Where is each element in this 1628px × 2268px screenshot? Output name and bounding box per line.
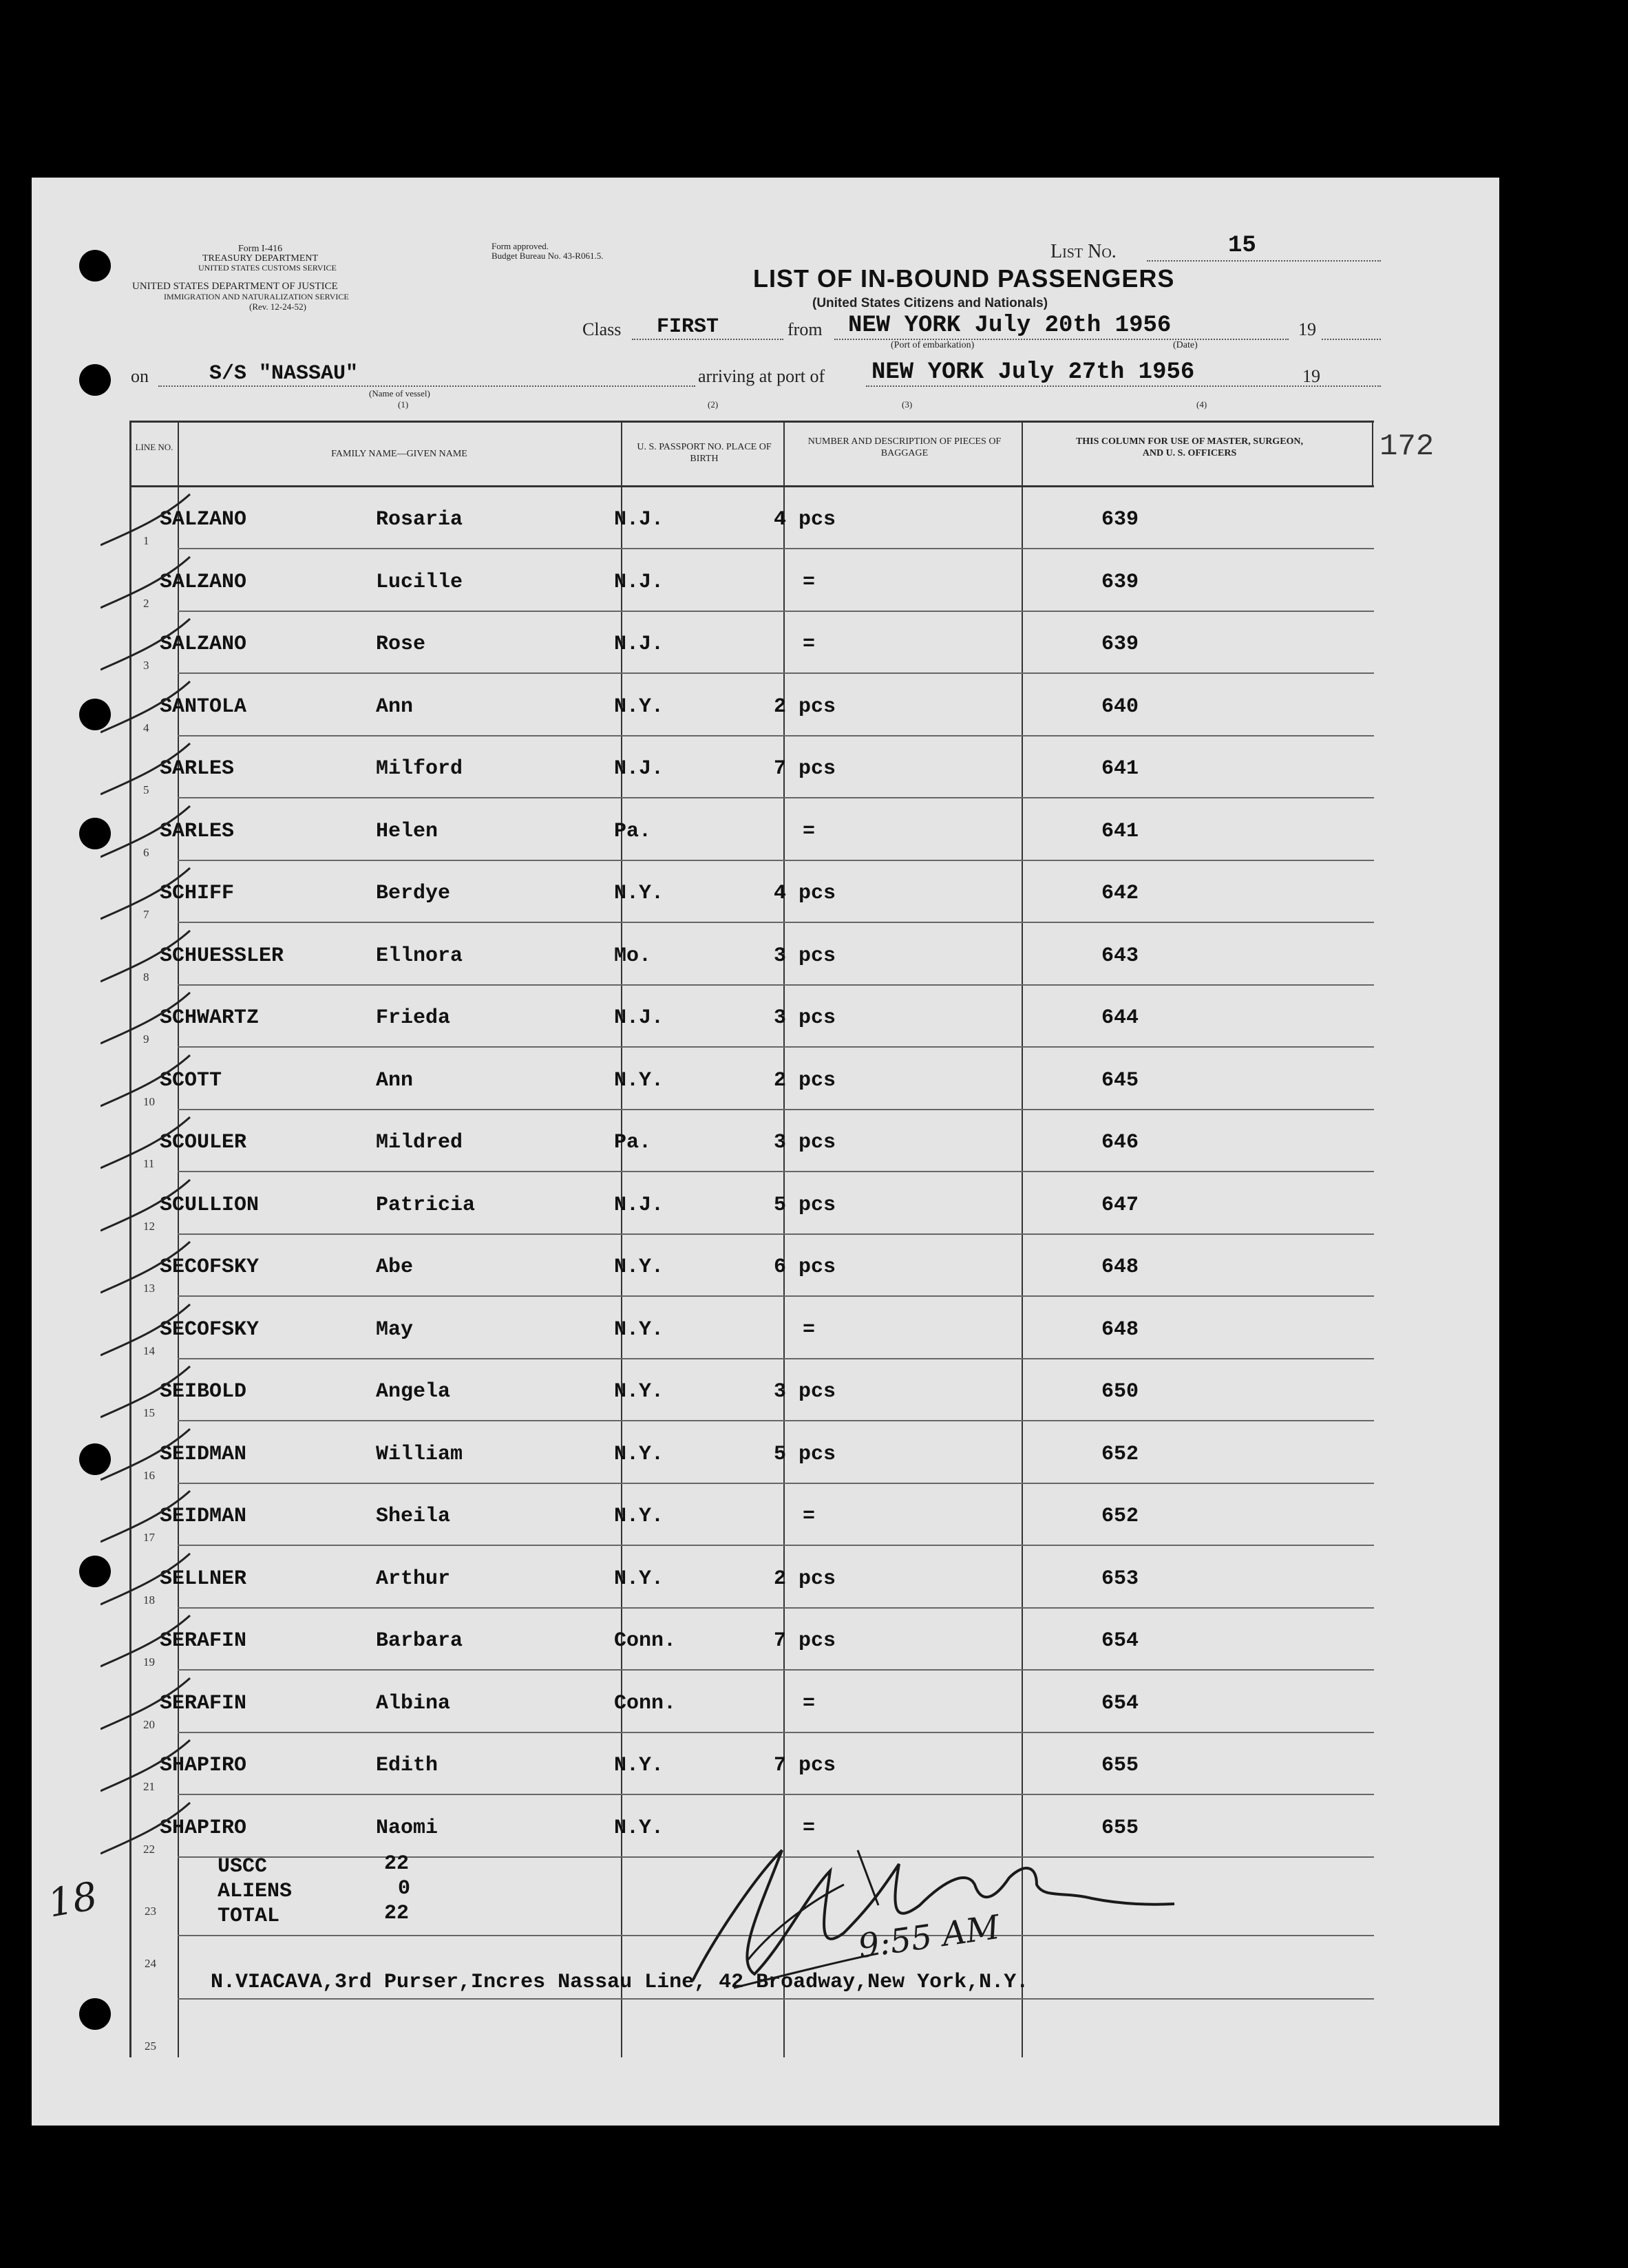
table-row [129,799,1374,861]
check-mark-icon [101,990,197,1052]
line-number: 18 [143,1593,155,1607]
binder-hole [79,1998,111,2030]
baggage: 3 pcs [774,944,836,968]
document-title: LIST OF IN-BOUND PASSENGERS [753,264,1175,293]
place-of-birth: N.Y. [614,1442,664,1466]
class-line [632,339,783,340]
manifest-sheet [32,178,1499,2126]
officer-number: 653 [1101,1567,1139,1591]
table-row [129,1173,1374,1235]
given-name: Helen [376,819,438,843]
line-number: 9 [143,1032,149,1046]
table-row [129,1484,1374,1546]
check-mark-icon [101,928,197,990]
officer-number: 648 [1101,1255,1139,1279]
class-value: FIRST [657,315,719,339]
place-of-birth: N.J. [614,508,664,531]
baggage: 2 pcs [774,1567,836,1591]
check-mark-icon [101,554,197,616]
officer-number: 640 [1101,695,1139,719]
family-name: SCULLION [160,1193,260,1217]
form-approved: Form approved. [491,241,549,251]
family-name: SCOTT [160,1068,222,1092]
baggage: 3 pcs [774,1006,836,1030]
officer-number: 655 [1101,1754,1139,1777]
given-name: Rose [376,633,426,656]
check-mark-icon [101,1239,197,1301]
officer-number: 641 [1101,757,1139,781]
family-name: SANTOLA [160,695,247,719]
line-number: 8 [143,970,149,984]
page-number: 172 [1379,430,1435,464]
officer-number: 644 [1101,1006,1139,1030]
from-label: from [787,319,823,339]
family-name: SEIDMAN [160,1505,247,1528]
officer-number: 642 [1101,882,1139,905]
uscc-value: 22 [384,1852,410,1876]
binder-hole [79,364,111,396]
check-mark-icon [101,616,197,678]
given-name: Berdye [376,882,451,905]
given-name: Rosaria [376,508,463,531]
check-mark-icon [101,741,197,803]
line-number: 16 [143,1468,155,1482]
family-name: SECOFSKY [160,1255,260,1279]
baggage: 7 pcs [774,1629,836,1653]
table-row [129,612,1374,674]
baggage: = [803,1691,816,1715]
vessel-name-label: (Name of vessel) [369,388,430,399]
department-of-justice: UNITED STATES DEPARTMENT OF JUSTICE [132,281,338,292]
purser-line: N.VIACAVA,3rd Purser,Incres Nassau Line, 42 Broadway,New York,N.Y. [211,1971,1029,1994]
given-name: Milford [376,757,463,781]
baggage: 7 pcs [774,757,836,781]
line-number: 12 [143,1219,155,1233]
family-name: SEIDMAN [160,1442,247,1466]
header-officers: THIS COLUMN FOR USE OF MASTER, SURGEON, AND U. S. OFFICERS [1075,436,1304,458]
aliens-label: ALIENS [218,1880,293,1903]
table-row [129,487,1374,549]
list-number-label: List No. [1050,241,1117,262]
signature-time: 9:55 AM [856,1907,1002,1967]
check-mark-icon [101,1364,197,1426]
line-number: 22 [143,1842,155,1856]
total-value: 22 [384,1902,410,1925]
officer-number: 647 [1101,1193,1139,1217]
line-number: 14 [143,1344,155,1357]
place-of-birth: N.Y. [614,695,664,719]
given-name: Abe [376,1255,414,1279]
baggage: 4 pcs [774,882,836,905]
table-row [129,1609,1374,1671]
officer-number: 648 [1101,1317,1139,1342]
line-number: 11 [143,1157,155,1170]
column-4-number: (4) [1196,399,1207,410]
baggage: 6 pcs [774,1255,836,1279]
place-of-birth: N.Y. [614,1816,664,1840]
family-name: SHAPIRO [160,1754,247,1777]
family-name: SEIBOLD [160,1380,247,1403]
port-embarkation-label: (Port of embarkation) [891,340,975,350]
given-name: Ann [376,695,414,719]
vessel-line [158,385,695,387]
given-name: Naomi [376,1816,438,1840]
check-mark-icon [101,1675,197,1737]
place-of-birth: N.Y. [614,1567,664,1591]
line-number: 2 [143,596,149,610]
binder-hole [79,1443,111,1475]
baggage: 3 pcs [774,1131,836,1154]
line-number: 5 [143,783,149,796]
line-number: 6 [143,845,149,859]
baggage: 7 pcs [774,1754,836,1777]
officer-number: 655 [1101,1816,1139,1840]
line-number: 17 [143,1531,155,1544]
place-of-birth: Conn. [614,1629,677,1653]
place-of-birth: Pa. [614,819,652,843]
header-line-no: LINE NO. [135,442,173,452]
place-of-birth: N.J. [614,757,664,781]
form-number: Form I-416 [238,244,283,254]
place-of-birth: Conn. [614,1691,677,1715]
totals-line-number: 23 [145,1905,156,1918]
check-mark-icon [101,1551,197,1613]
table-row [129,861,1374,923]
officer-number: 645 [1101,1068,1139,1092]
officer-number: 639 [1101,570,1139,594]
given-name: Frieda [376,1006,451,1030]
family-name: SECOFSKY [160,1317,260,1342]
list-number-value: 15 [1228,233,1256,259]
baggage: 5 pcs [774,1193,836,1217]
given-name: Albina [376,1691,451,1715]
family-name: SARLES [160,757,235,781]
given-name: Angela [376,1380,451,1403]
binder-hole [79,699,111,730]
document-subtitle: (United States Citizens and Nationals) [812,296,1048,310]
table-row [129,1110,1374,1172]
check-mark-icon [101,1488,197,1550]
aliens-value: 0 [398,1877,411,1900]
check-mark-icon [101,865,197,927]
given-name: William [376,1442,463,1466]
given-name: Patricia [376,1193,476,1217]
officer-number: 639 [1101,508,1139,531]
check-mark-icon [101,1426,197,1488]
table-row [129,1235,1374,1297]
table-row [129,550,1374,612]
on-label: on [131,366,149,386]
place-of-birth: N.Y. [614,1505,664,1528]
family-name: SCHIFF [160,882,235,905]
embarkation-value: NEW YORK July 20th 1956 [848,312,1172,339]
check-mark-icon [101,1302,197,1364]
column-3-number: (3) [902,399,913,410]
binder-hole [79,1556,111,1587]
total-label: TOTAL [218,1905,280,1928]
family-name: SCOULER [160,1131,247,1154]
baggage: 4 pcs [774,508,836,531]
table-row [129,1671,1374,1733]
baggage: = [803,1505,816,1528]
customs-service: UNITED STATES CUSTOMS SERVICE [198,263,337,273]
header-passport: U. S. PASSPORT NO. PLACE OF BIRTH [637,442,772,464]
family-name: SCHWARTZ [160,1006,260,1030]
family-name: SELLNER [160,1567,247,1591]
given-name: Barbara [376,1629,463,1653]
officer-number: 646 [1101,1131,1139,1154]
uscc-label: USCC [218,1855,268,1878]
line-24-number: 24 [145,1957,156,1970]
check-mark-icon [101,1114,197,1176]
baggage: = [803,633,816,656]
place-of-birth: N.Y. [614,1255,664,1279]
baggage: = [803,1816,816,1840]
baggage: 5 pcs [774,1442,836,1466]
check-mark-icon [101,803,197,865]
family-name: SALZANO [160,633,247,656]
given-name: Mildred [376,1131,463,1154]
check-mark-icon [101,1052,197,1114]
from-year-suffix: 19 [1298,319,1316,339]
place-of-birth: N.J. [614,1006,664,1030]
list-number-line [1147,260,1381,262]
line-number: 13 [143,1282,155,1295]
header-name: FAMILY NAME—GIVEN NAME [331,449,467,459]
line-number: 10 [143,1094,155,1108]
given-name: May [376,1317,414,1342]
arrival-value: NEW YORK July 27th 1956 [871,359,1195,385]
line-25-number: 25 [145,2039,156,2053]
table-row [129,924,1374,986]
officer-number: 654 [1101,1691,1139,1715]
date-label: (Date) [1173,340,1198,350]
family-name: SALZANO [160,508,247,531]
family-name: SARLES [160,819,235,843]
table-row [129,1422,1374,1484]
line-number: 20 [143,1717,155,1731]
check-mark-icon [101,491,197,553]
budget-bureau-number: Budget Bureau No. 43-R061.5. [491,251,604,261]
inspector-signature [651,1823,1216,2009]
binder-hole [79,818,111,849]
header-baggage: NUMBER AND DESCRIPTION OF PIECES OF BAGGAGE [807,436,1002,458]
check-mark-icon [101,1613,197,1675]
officer-number: 652 [1101,1505,1139,1528]
place-of-birth: N.Y. [614,1380,664,1403]
column-1-number: (1) [398,399,409,410]
table-row [129,1048,1374,1110]
family-name: SALZANO [160,570,247,594]
officer-number: 639 [1101,633,1139,656]
check-mark-icon [101,1177,197,1239]
form-revision: (Rev. 12-24-52) [249,301,306,312]
baggage: 2 pcs [774,695,836,719]
from-year-line [1322,339,1381,340]
table-row [129,1733,1374,1795]
immigration-service: IMMIGRATION AND NATURALIZATION SERVICE [164,292,349,301]
given-name: Ellnora [376,944,463,968]
check-mark-icon [101,679,197,741]
table-row [129,675,1374,736]
table-row [129,1297,1374,1359]
place-of-birth: N.Y. [614,882,664,905]
baggage: = [803,570,816,594]
officer-number: 652 [1101,1442,1139,1466]
passenger-table [129,421,1374,2057]
family-name: SHAPIRO [160,1816,247,1840]
given-name: Ann [376,1068,414,1092]
place-of-birth: N.J. [614,633,664,656]
family-name: SCHUESSLER [160,944,284,968]
arriving-label: arriving at port of [698,366,825,386]
given-name: Arthur [376,1567,451,1591]
table-row [129,1547,1374,1609]
family-name: SERAFIN [160,1629,247,1653]
given-name: Sheila [376,1505,451,1528]
family-name: SERAFIN [160,1691,247,1715]
place-of-birth: N.Y. [614,1317,664,1342]
class-label: Class [582,319,622,339]
baggage: 2 pcs [774,1068,836,1092]
place-of-birth: N.J. [614,1193,664,1217]
place-of-birth: Pa. [614,1131,652,1154]
line-number: 3 [143,659,149,672]
officer-number: 650 [1101,1380,1139,1403]
line-number: 21 [143,1780,155,1793]
place-of-birth: N.Y. [614,1754,664,1777]
table-row [129,986,1374,1048]
check-mark-icon [101,1737,197,1799]
column-2-number: (2) [708,399,719,410]
place-of-birth: N.Y. [614,1068,664,1092]
line-number: 4 [143,721,149,734]
binder-hole [79,250,111,282]
place-of-birth: N.J. [614,570,664,594]
line-number: 7 [143,908,149,921]
baggage: = [803,1317,816,1342]
given-name: Edith [376,1754,438,1777]
officer-number: 641 [1101,819,1139,843]
treasury-department: TREASURY DEPARTMENT [202,253,319,264]
arrival-year-suffix: 19 [1302,366,1320,386]
line-number: 15 [143,1406,155,1419]
place-of-birth: Mo. [614,944,652,968]
baggage: 3 pcs [774,1380,836,1403]
officer-number: 654 [1101,1629,1139,1653]
officer-number: 643 [1101,944,1139,968]
line-number: 1 [143,534,149,547]
baggage: = [803,819,816,843]
line-number: 19 [143,1655,155,1668]
given-name: Lucille [376,570,463,594]
vessel-name: S/S "NASSAU" [209,362,359,385]
margin-note: 18 [44,1874,101,1927]
table-row [129,736,1374,798]
table-row [129,1359,1374,1421]
